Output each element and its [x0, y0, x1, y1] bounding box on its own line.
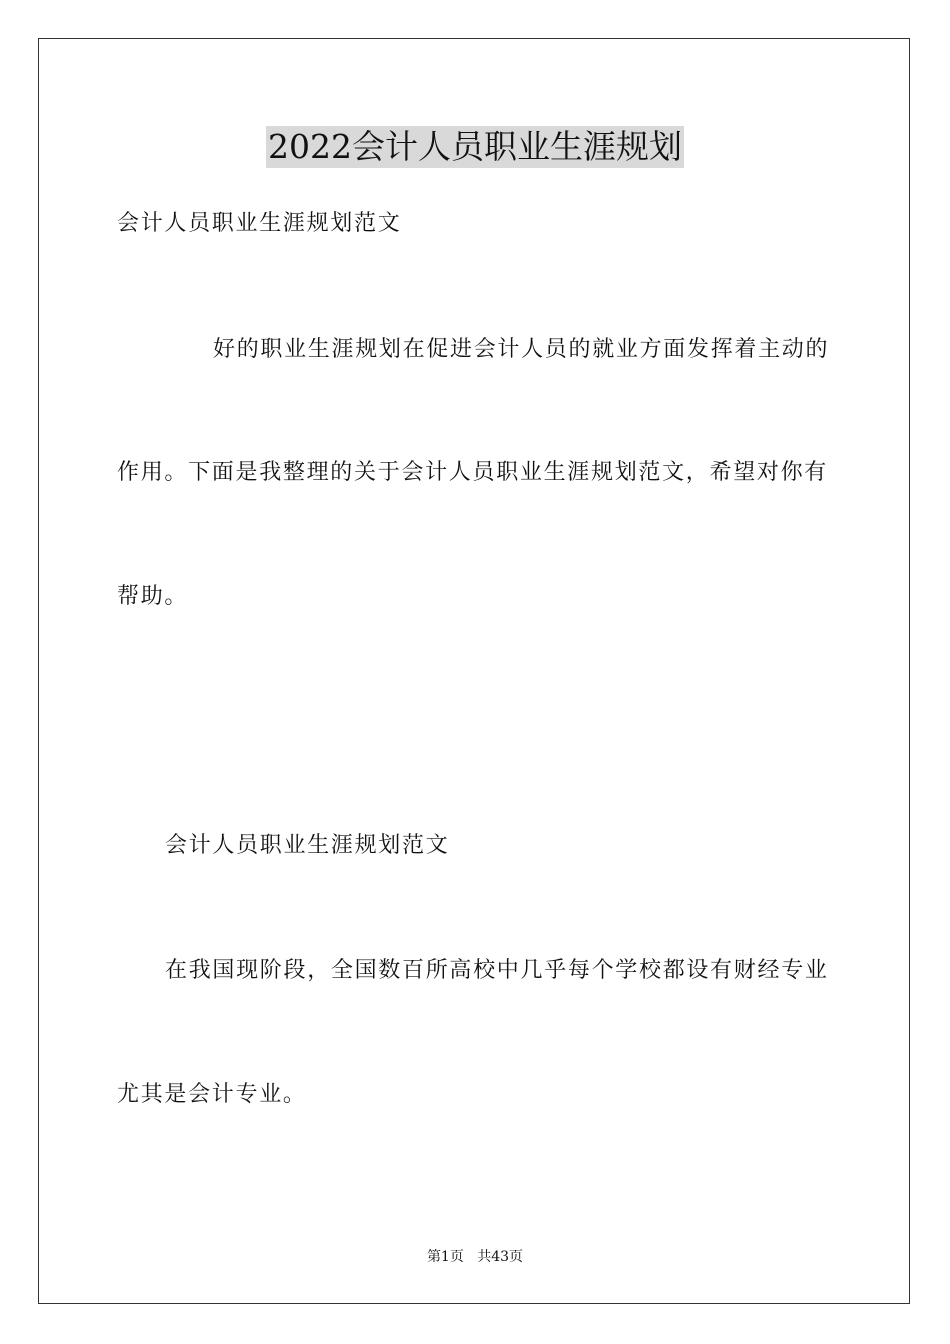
page-number: 第1页: [426, 1249, 464, 1265]
title-container: [0, 126, 950, 168]
document-subtitle: 会计人员职业生涯规划范文: [117, 211, 402, 236]
document-title: 2022会计人员职业生涯规划: [268, 127, 682, 166]
body-line-2: 尤其是会计专业。: [117, 1082, 307, 1107]
body-line-1: 在我国现阶段，全国数百所高校中几乎每个学校都设有财经专业: [165, 958, 829, 983]
page-total: 共43页: [477, 1249, 524, 1265]
intro-line-2: 作用。下面是我整理的关于会计人员职业生涯规划范文，希望对你有: [117, 460, 829, 485]
intro-line-1: 好的职业生涯规划在促进会计人员的就业方面发挥着主动的: [213, 337, 830, 362]
intro-line-3: 帮助。: [117, 584, 189, 609]
page-footer: [0, 1248, 950, 1266]
section-heading: 会计人员职业生涯规划范文: [165, 833, 450, 858]
